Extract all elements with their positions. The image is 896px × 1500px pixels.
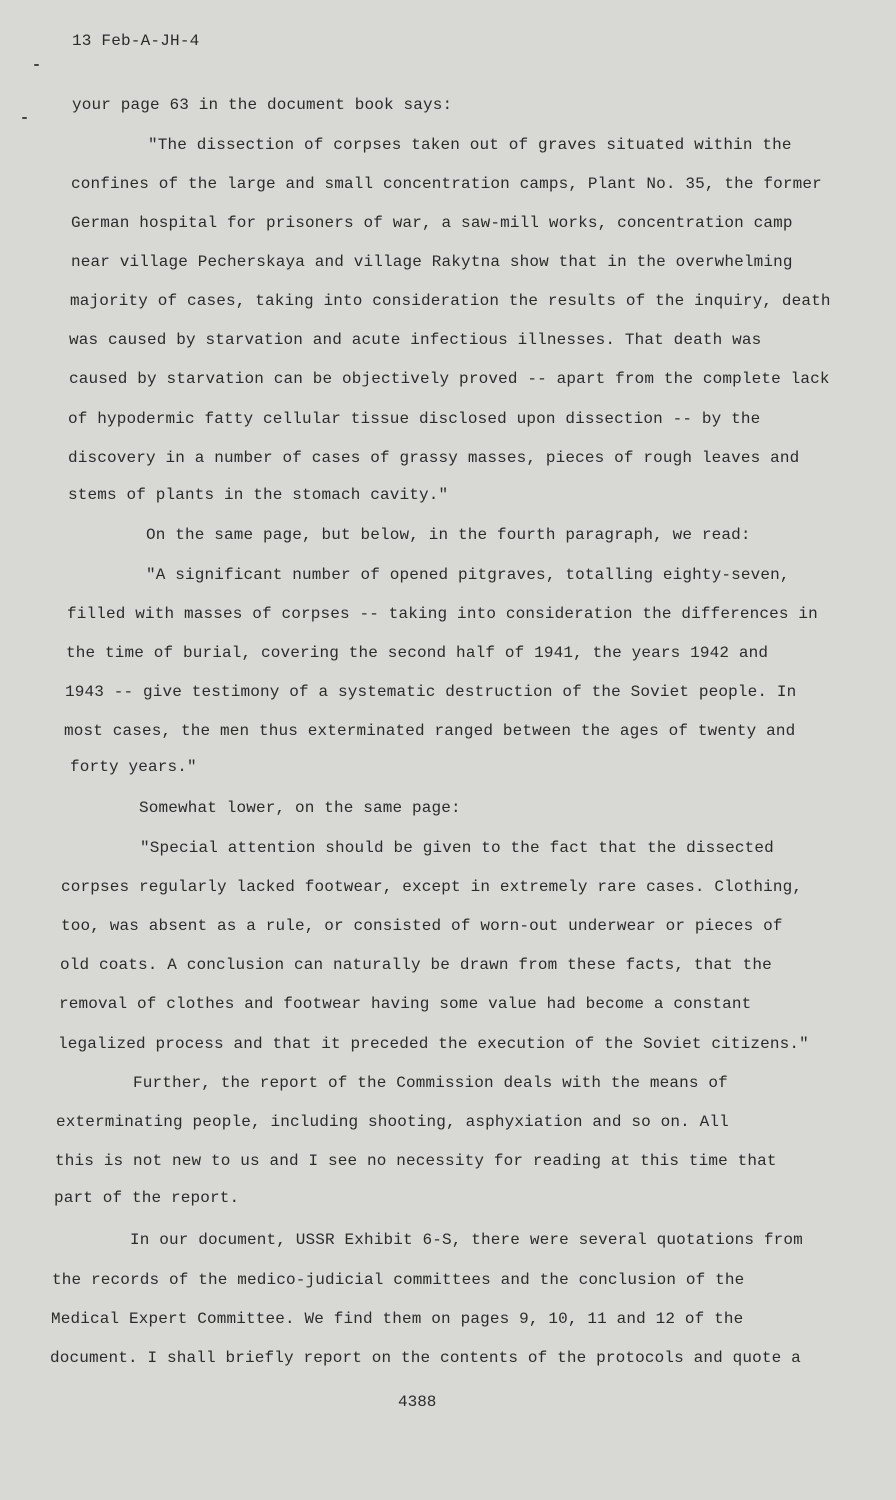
page-header-reference: 13 Feb-A-JH-4	[72, 32, 200, 50]
text-line: document. I shall briefly report on the contents of the protocols and quote a	[50, 1349, 801, 1367]
text-line: this is not new to us and I see no necessity for reading at this time that	[55, 1152, 777, 1170]
text-line: Further, the report of the Commission deals with the means of	[133, 1074, 728, 1092]
text-line: caused by starvation can be objectively proved -- apart from the complete lack	[69, 370, 830, 388]
text-line: legalized process and that it preceded the execution of the Soviet citizens."	[58, 1035, 809, 1053]
text-line: exterminating people, including shooting, asphyxiation and so on. All	[56, 1113, 729, 1131]
text-line: stems of plants in the stomach cavity."	[68, 486, 449, 504]
text-line: most cases, the men thus exterminated ranged between the ages of twenty and	[64, 722, 796, 740]
text-line: the time of burial, covering the second half of 1941, the years 1942 and	[66, 644, 769, 662]
text-line: 1943 -- give testimony of a systematic destruction of the Soviet people. In	[65, 683, 797, 701]
text-line: Somewhat lower, on the same page:	[139, 799, 461, 817]
text-line: of hypodermic fatty cellular tissue disclosed upon dissection -- by the	[68, 410, 761, 428]
text-line: near village Pecherskaya and village Rakytna show that in the overwhelming	[71, 253, 793, 271]
text-line: the records of the medico-judicial committees and the conclusion of the	[52, 1271, 745, 1289]
text-line: In our document, USSR Exhibit 6-S, there were several quotations from	[130, 1231, 803, 1249]
text-line: part of the report.	[54, 1189, 240, 1207]
page-number: 4388	[398, 1393, 437, 1411]
text-line: your page 63 in the document book says:	[72, 96, 453, 114]
text-line: Medical Expert Committee. We find them on pages 9, 10, 11 and 12 of the	[51, 1310, 744, 1328]
margin-mark	[34, 64, 39, 66]
text-line: On the same page, but below, in the fourth paragraph, we read:	[146, 526, 751, 544]
text-line: discovery in a number of cases of grassy masses, pieces of rough leaves and	[68, 449, 800, 467]
text-line: was caused by starvation and acute infectious illnesses. That death was	[69, 331, 762, 349]
text-line: forty years."	[70, 758, 197, 776]
text-line: filled with masses of corpses -- taking into consideration the differences in	[67, 605, 818, 623]
text-line: majority of cases, taking into consideration the results of the inquiry, death	[70, 292, 831, 310]
text-line: removal of clothes and footwear having some value had become a constant	[59, 995, 752, 1013]
text-line: confines of the large and small concentration camps, Plant No. 35, the former	[71, 175, 822, 193]
text-line: old coats. A conclusion can naturally be drawn from these facts, that the	[60, 956, 772, 974]
margin-mark	[22, 117, 27, 119]
text-line: "A significant number of opened pitgraves, totalling eighty-seven,	[146, 566, 790, 584]
text-line: German hospital for prisoners of war, a saw-mill works, concentration camp	[71, 214, 793, 232]
text-line: "The dissection of corpses taken out of graves situated within the	[148, 136, 792, 154]
text-line: "Special attention should be given to the fact that the dissected	[140, 839, 774, 857]
text-line: too, was absent as a rule, or consisted of worn-out underwear or pieces of	[61, 917, 783, 935]
text-line: corpses regularly lacked footwear, except in extremely rare cases. Clothing,	[61, 878, 803, 896]
